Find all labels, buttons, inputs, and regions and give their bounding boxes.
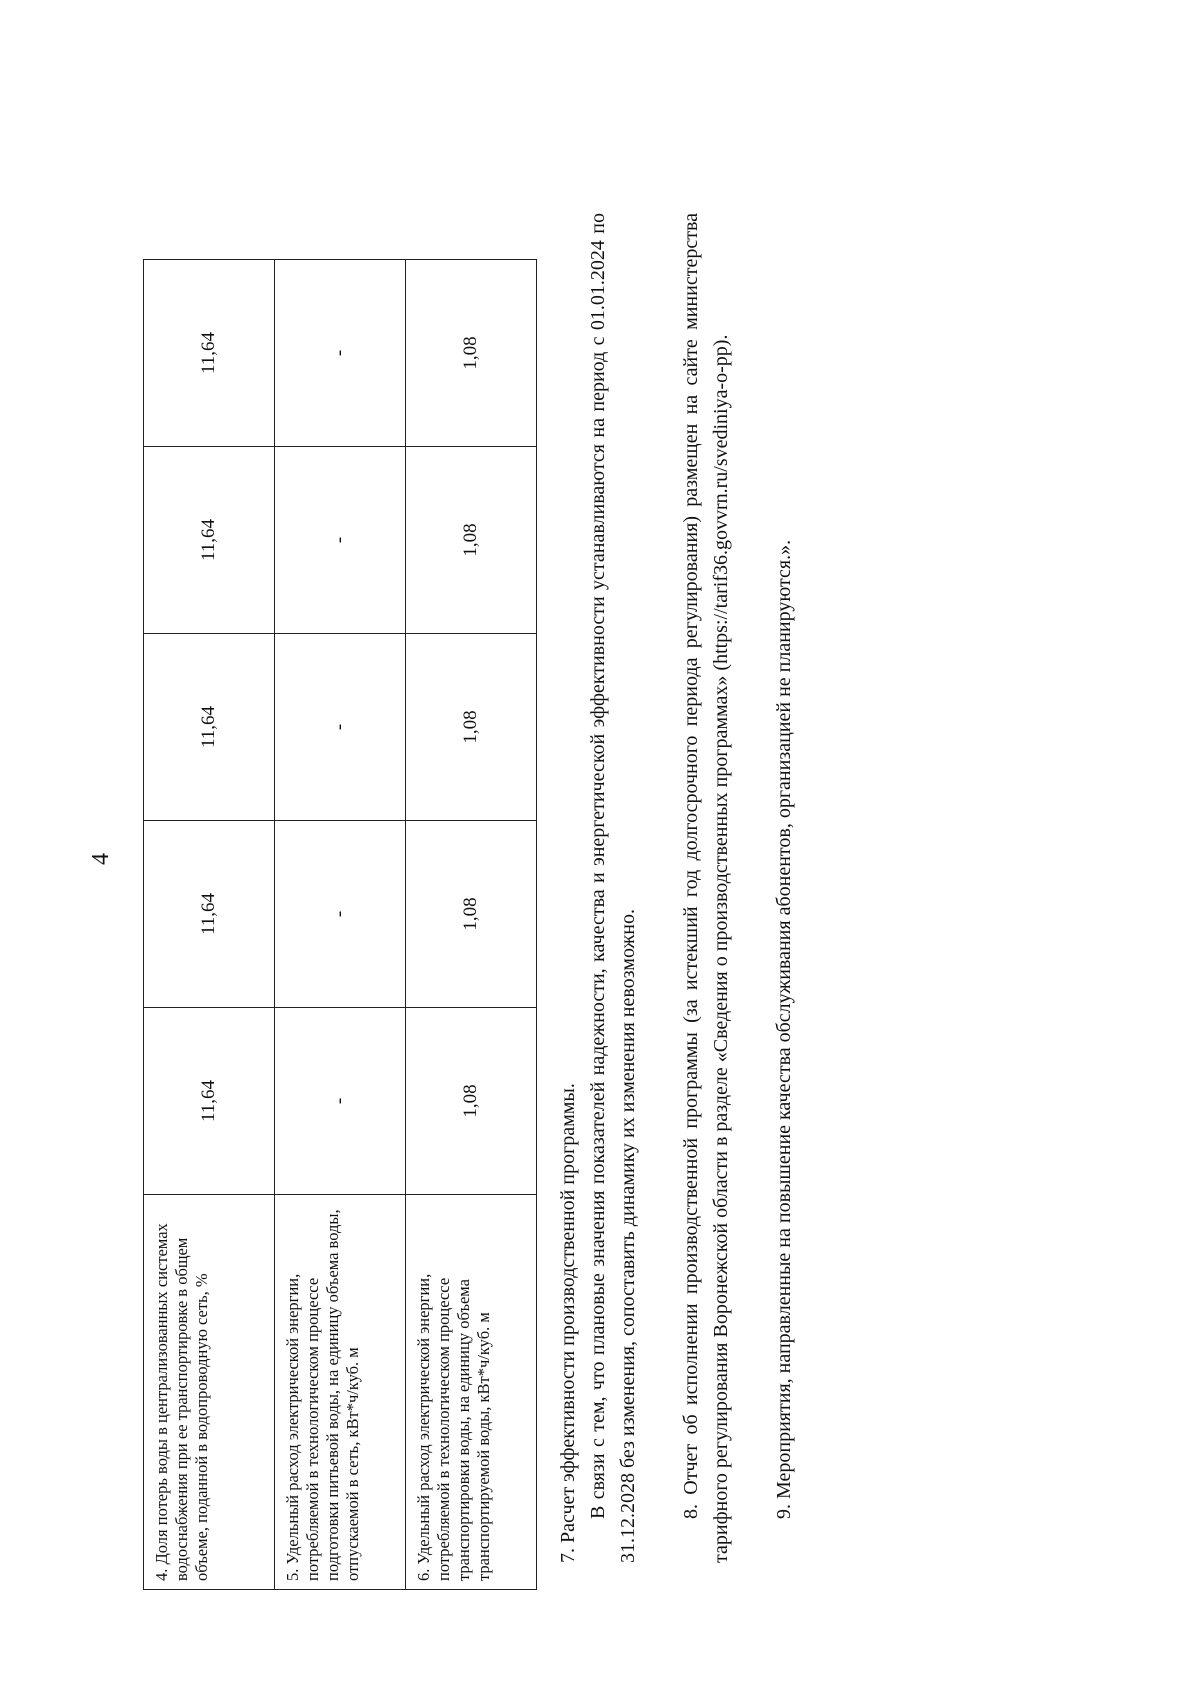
section-8-body: 8. Отчет об исполнении производственной программы (за истекший год долгосрочного периода регулирования) размещен на сайте министерства тарифного регулирования Воронежской области в разделе «Сведения о производственных программах» (https://tarif36.govvrn.ru/svediniya-o-pp).: [680, 213, 732, 1563]
row-value: 11,64: [144, 447, 275, 634]
section-7-title: 7. Расчет эффективности производственной программы.: [557, 1083, 579, 1563]
row-value: 11,64: [144, 1008, 275, 1195]
row-value: 1,08: [406, 634, 537, 821]
row-value: 11,64: [144, 634, 275, 821]
row-value: 1,08: [406, 821, 537, 1008]
row-label: 6. Удельный расход электрической энергии, потребляемой в технологическом процессе транспортировки воды, на единицу объема транспортируемой воды, кВт*ч/куб. м: [406, 1195, 537, 1590]
page-number: 4: [88, 853, 114, 865]
row-label: 5. Удельный расход электрической энергии, потребляемой в технологическом процессе подготовки питьевой воды, на единицу объема воды, отпускаемой в сеть, кВт*ч/куб. м: [275, 1195, 406, 1590]
row-label: 4. Доля потерь воды в централизованных системах водоснабжения при ее транспортировке в общем объеме, поданной в водопроводную сеть, %: [144, 1195, 275, 1590]
table-row: [144, 260, 275, 1590]
row-value: -: [275, 260, 406, 447]
row-value: 11,64: [144, 260, 275, 447]
body-text: [553, 213, 799, 1563]
row-value: 1,08: [406, 1008, 537, 1195]
row-value: 1,08: [406, 447, 537, 634]
row-value: -: [275, 1008, 406, 1195]
row-value: -: [275, 634, 406, 821]
row-value: 11,64: [144, 821, 275, 1008]
table-row: [275, 260, 406, 1590]
table-row: [406, 260, 537, 1590]
row-value: -: [275, 447, 406, 634]
section-7-body: В связи с тем, что плановые значения показателей надежности, качества и энергетической эффективности устанавливаются на период с 01.01.2024 по 31.12.2028 без изменения, сопоставить динамику их изменения невозможно.: [587, 213, 639, 1563]
indicators-table: [143, 259, 537, 1590]
section-9-body: 9. Мероприятия, направленные на повышение качества обслуживания абонентов, организацией не планируются.».: [773, 539, 795, 1519]
row-value: -: [275, 821, 406, 1008]
row-value: 1,08: [406, 260, 537, 447]
